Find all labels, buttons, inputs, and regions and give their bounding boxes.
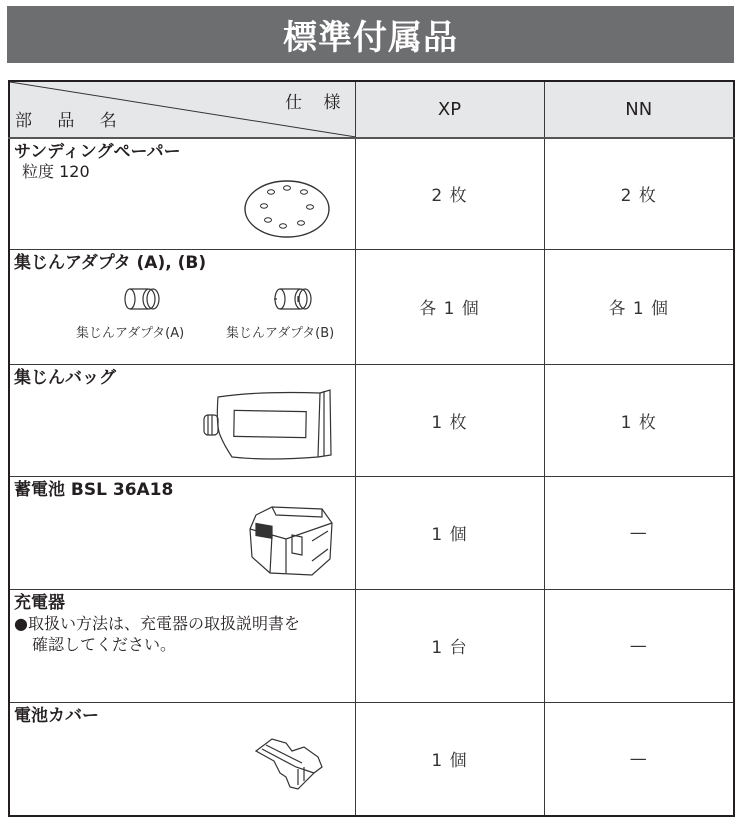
qty-xp: 1 枚 <box>355 364 544 476</box>
table-row <box>9 364 734 476</box>
header-corner-cell <box>9 81 355 138</box>
table-row <box>9 476 734 589</box>
item-cell-battery-cover <box>9 702 355 816</box>
qty-nn: 2 枚 <box>544 138 734 249</box>
dust-adapter-a-icon <box>122 286 162 312</box>
table-header-row <box>9 81 734 138</box>
adapter-b-label: 集じんアダプタ(B) <box>226 325 335 341</box>
accessories-table <box>8 80 735 817</box>
qty-xp: 1 個 <box>355 476 544 589</box>
table-row <box>9 702 734 816</box>
qty-nn: — <box>544 589 734 702</box>
charger-note-line1: ●取扱い方法は、充電器の取扱説明書を <box>14 613 300 633</box>
item-name: 集じんアダプタ (A), (B) <box>14 252 207 273</box>
item-name: 充電器 <box>14 592 65 613</box>
qty-xp: 2 枚 <box>355 138 544 249</box>
qty-xp: 1 台 <box>355 589 544 702</box>
column-header-nn: NN <box>544 81 734 138</box>
item-name: 集じんバッグ <box>14 367 116 388</box>
table-row <box>9 138 734 249</box>
item-cell-battery <box>9 476 355 589</box>
item-grit: 粒度 120 <box>22 162 90 181</box>
item-cell-dust-adapter <box>9 249 355 364</box>
part-name-label: 部 品 名 <box>15 111 127 131</box>
battery-cover-icon <box>252 733 332 793</box>
qty-nn: 各 1 個 <box>544 249 734 364</box>
qty-xp: 1 個 <box>355 702 544 816</box>
spec-label: 仕 様 <box>285 93 349 113</box>
title-banner <box>7 6 734 63</box>
dust-bag-icon <box>198 385 343 465</box>
item-cell-dust-bag <box>9 364 355 476</box>
dust-adapter-b-icon <box>272 286 314 312</box>
qty-nn: — <box>544 476 734 589</box>
table-row <box>9 589 734 702</box>
item-cell-charger <box>9 589 355 702</box>
qty-nn: — <box>544 702 734 816</box>
table-row <box>9 249 734 364</box>
qty-nn: 1 枚 <box>544 364 734 476</box>
column-header-xp: XP <box>355 81 544 138</box>
qty-xp: 各 1 個 <box>355 249 544 364</box>
item-name: 蓄電池 BSL 36A18 <box>14 479 174 500</box>
adapter-a-label: 集じんアダプタ(A) <box>76 325 185 341</box>
sanding-paper-icon <box>242 179 332 239</box>
item-name: サンディングペーパー <box>14 142 181 162</box>
battery-icon <box>242 501 338 579</box>
charger-note-line2: 確認してください。 <box>32 634 177 654</box>
charger-note <box>10 613 355 655</box>
page-title: 標準付属品 <box>283 18 458 58</box>
item-name: 電池カバー <box>14 705 99 726</box>
item-cell-sanding-paper <box>9 138 355 249</box>
